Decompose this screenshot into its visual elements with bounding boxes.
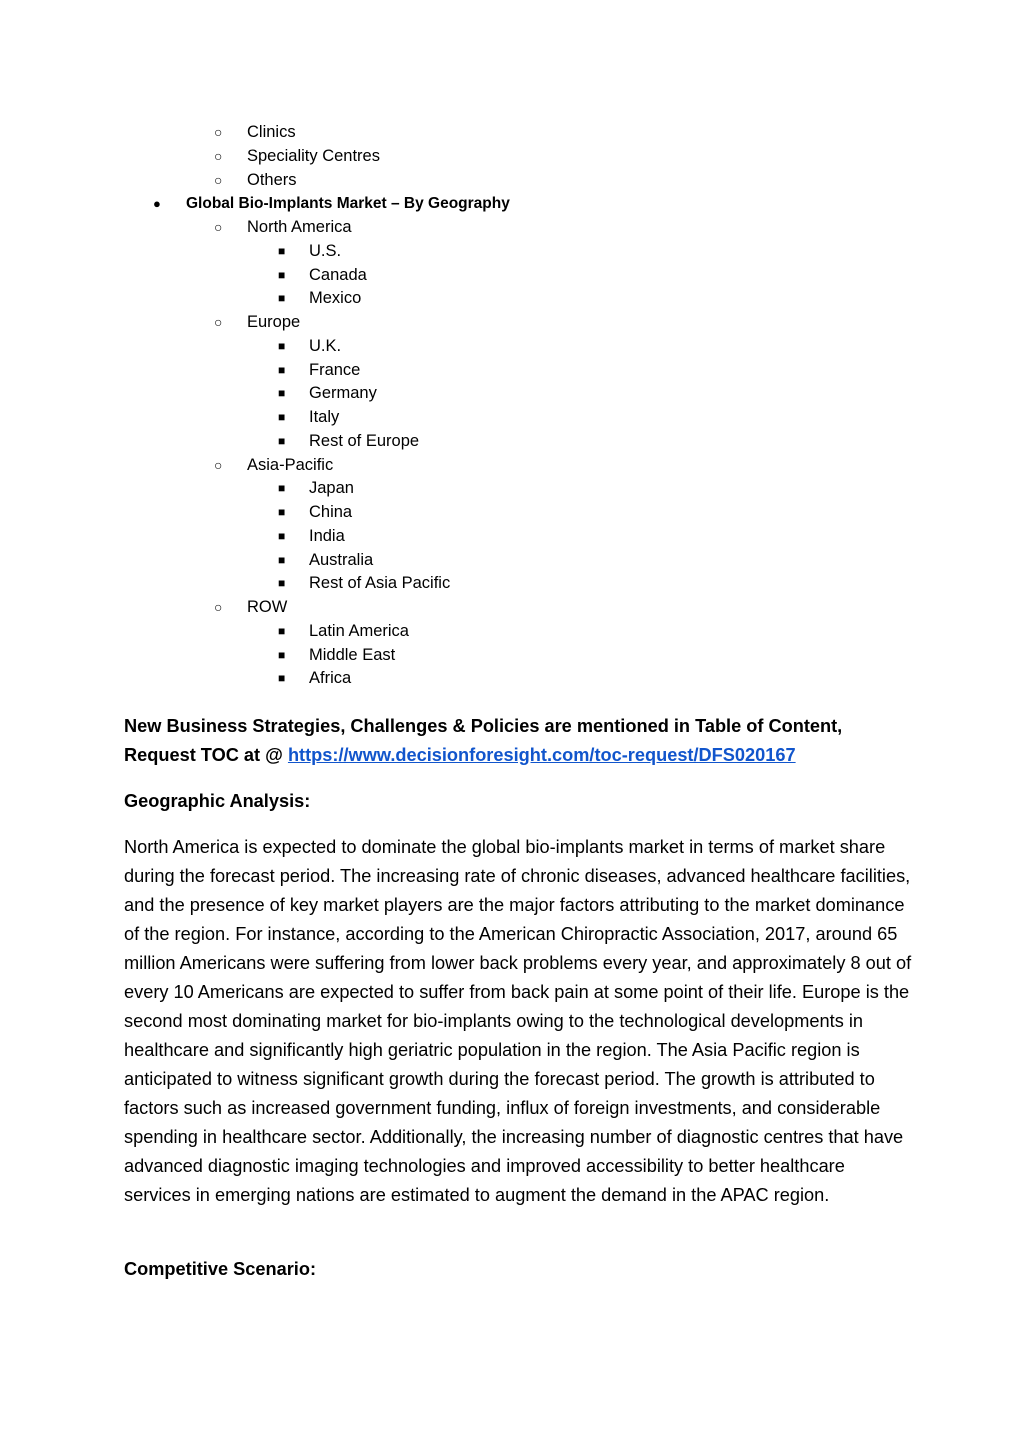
bullet-circle-icon: ○ xyxy=(214,124,223,140)
bullet-square-icon: ■ xyxy=(278,267,286,282)
bullet-square-icon: ■ xyxy=(278,386,286,401)
list-item-label: Latin America xyxy=(309,621,409,640)
list-item-label: Speciality Centres xyxy=(247,146,380,165)
list-item xyxy=(0,335,1024,359)
list-item xyxy=(0,596,1024,620)
list-item xyxy=(0,454,1024,478)
bullet-square-icon: ■ xyxy=(278,671,286,686)
list-item xyxy=(0,406,1024,430)
bullet-square-icon: ■ xyxy=(278,338,286,353)
list-item-label: Others xyxy=(247,170,297,189)
list-item xyxy=(0,192,1024,216)
toc-request-link[interactable]: https://www.decisionforesight.com/toc-request/DFS020167 xyxy=(287,745,796,765)
list-item xyxy=(0,525,1024,549)
list-item-label: China xyxy=(309,503,353,521)
bullet-circle-icon: ○ xyxy=(214,219,223,235)
bullet-square-icon: ■ xyxy=(278,505,286,519)
list-item-label: Australia xyxy=(309,550,374,569)
list-item-label: Europe xyxy=(247,313,301,331)
list-item xyxy=(0,620,1024,644)
list-item xyxy=(0,359,1024,383)
list-item-label: ROW xyxy=(247,598,288,616)
list-item xyxy=(0,501,1024,525)
geographic-analysis-paragraph: North America is expected to dominate the global bio-implants market in terms of market share during the forecast period. The increasing rate of chronic diseases, advanced healthcare facilities, and the presence of key market players are the major factors attributing to the market dominance of the region. For instance, according to the American Chiropractic Association, 2017, around 65 million Americans were suffering from lower back problems every year, and approximately 8 out of every 10 Americans are expected to suffer from back pain at some point of their life. Europe is the second most dominating market for bio-implants owing to the technological developments in healthcare and significantly high geriatric population in the region. The Asia Pacific region is anticipated to witness significant growth during the forecast period. The growth is attributed to factors such as increased government funding, influx of foreign investments, and considerable spending in healthcare sector. Additionally, the increasing number of diagnostic centres that have advanced diagnostic imaging technologies and improved accessibility to better healthcare services in emerging nations are estimated to augment the demand in the APAC region. xyxy=(124,837,912,1205)
list-item xyxy=(0,549,1024,573)
list-item-label: Global Bio-Implants Market – By Geography xyxy=(186,195,510,213)
list-item xyxy=(0,667,1024,691)
list-item xyxy=(0,382,1024,406)
list-item-label: Germany xyxy=(309,384,377,403)
bullet-circle-icon: ○ xyxy=(214,599,223,615)
list-item-label: Italy xyxy=(309,408,340,426)
list-item-label: Asia-Pacific xyxy=(247,455,334,474)
list-item xyxy=(0,264,1024,288)
list-item xyxy=(0,216,1024,240)
geography-list xyxy=(0,121,1024,691)
list-item xyxy=(0,287,1024,311)
bullet-circle-icon: ○ xyxy=(214,456,223,473)
toc-request-text: New Business Strategies, Challenges & Policies are mentioned in Table of Content, Request TOC at @ xyxy=(124,716,843,765)
bullet-square-icon: ■ xyxy=(278,243,286,258)
geographic-analysis-heading: Geographic Analysis: xyxy=(124,791,311,811)
bullet-square-icon: ■ xyxy=(278,433,286,448)
bullet-square-icon: ■ xyxy=(278,528,286,543)
bullet-square-icon: ■ xyxy=(278,647,286,662)
list-item-label: U.K. xyxy=(309,336,342,355)
list-item-label: Africa xyxy=(309,669,352,688)
list-item-label: U.S. xyxy=(309,241,342,260)
bullet-square-icon: ■ xyxy=(278,362,286,377)
list-item xyxy=(0,644,1024,668)
bullet-circle-icon: ○ xyxy=(214,147,223,164)
list-item xyxy=(0,240,1024,264)
list-item-label: Rest of Asia Pacific xyxy=(309,574,451,593)
bullet-square-icon: ■ xyxy=(278,291,286,306)
list-item-label: Clinics xyxy=(247,123,296,141)
list-item-label: Mexico xyxy=(309,289,362,308)
list-item-label: Canada xyxy=(309,265,367,284)
list-item xyxy=(0,311,1024,335)
list-item xyxy=(0,145,1024,169)
list-item-label: North America xyxy=(247,218,352,236)
list-item-label: France xyxy=(309,360,361,379)
bullet-disc-icon: ● xyxy=(153,196,161,212)
list-item-label: Middle East xyxy=(309,645,396,664)
list-item-label: India xyxy=(309,526,345,545)
list-item xyxy=(0,572,1024,596)
list-item-label: Rest of Europe xyxy=(309,431,420,450)
list-item-label: Japan xyxy=(309,479,354,498)
toc-request-paragraph xyxy=(124,712,914,770)
bullet-square-icon: ■ xyxy=(278,481,286,496)
bullet-square-icon: ■ xyxy=(278,410,286,424)
list-item xyxy=(0,430,1024,454)
list-item xyxy=(0,169,1024,193)
list-item xyxy=(0,477,1024,501)
bullet-circle-icon: ○ xyxy=(214,314,223,330)
bullet-square-icon: ■ xyxy=(278,552,286,567)
bullet-square-icon: ■ xyxy=(278,576,286,591)
bullet-circle-icon: ○ xyxy=(214,171,223,188)
list-item xyxy=(0,121,1024,145)
bullet-square-icon: ■ xyxy=(278,623,286,638)
competitive-scenario-heading: Competitive Scenario: xyxy=(124,1259,317,1279)
